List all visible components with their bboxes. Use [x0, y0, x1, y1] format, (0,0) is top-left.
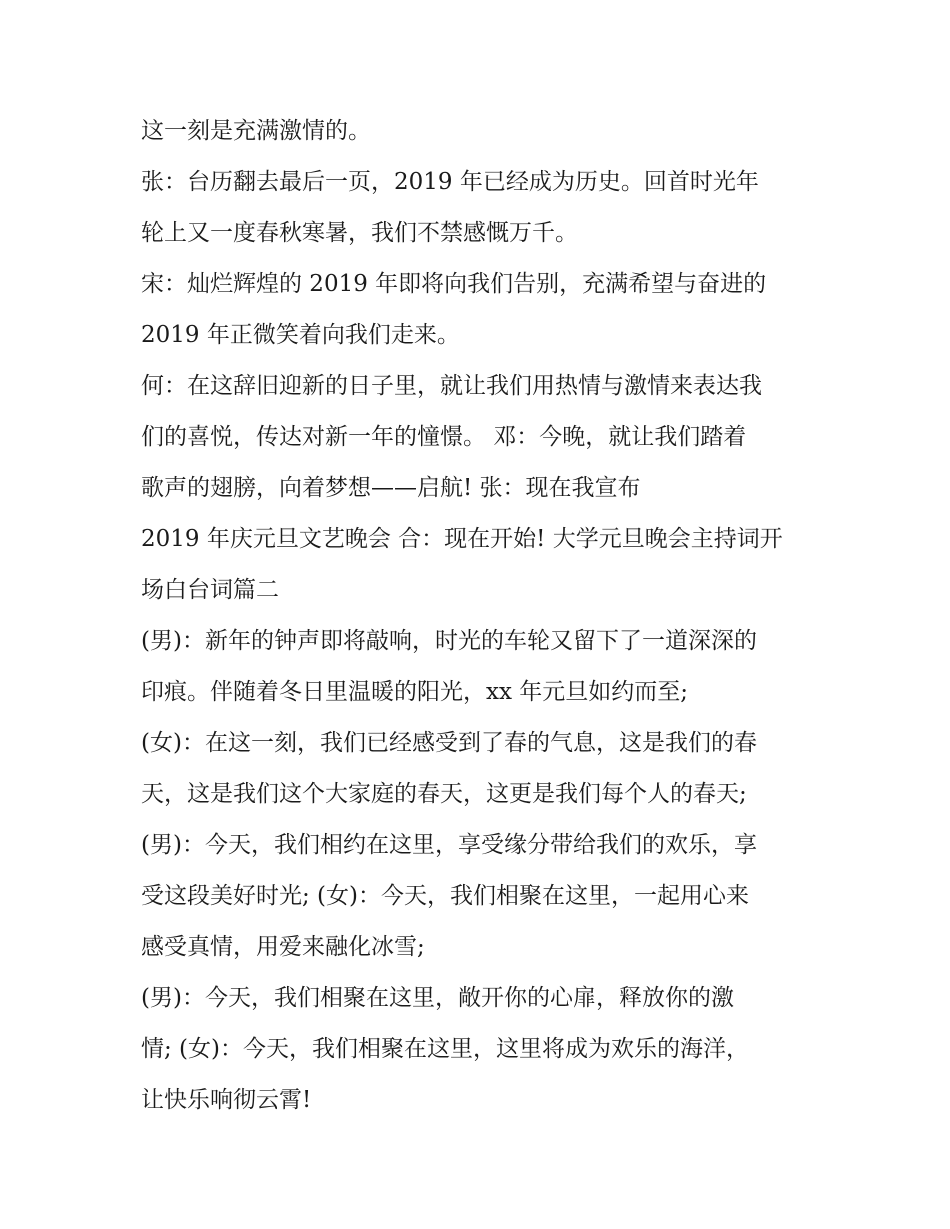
text-line: 张：台历翻去最后一页，2019 年已经成为历史。回首时光年 — [141, 169, 759, 195]
text-line: (女)：在这一刻，我们已经感受到了春的气息，这是我们的春 — [141, 730, 757, 756]
text-line: 受这段美好时光; (女)：今天，我们相聚在这里，一起用心来 — [141, 883, 750, 909]
text-line: 2019 年庆元旦文艺晚会 合：现在开始! 大学元旦晚会主持词开 — [141, 526, 783, 552]
text-line: 们的喜悦，传达对新一年的憧憬。 邓：今晚，就让我们踏着 — [141, 424, 747, 450]
text-line: 情; (女)：今天，我们相聚在这里，这里将成为欢乐的海洋， — [141, 1036, 750, 1062]
text-line: 感受真情，用爱来融化冰雪; — [141, 934, 425, 960]
text-line: (男)：新年的钟声即将敲响，时光的车轮又留下了一道深深的 — [141, 628, 757, 654]
text-line: (男)：今天，我们相约在这里，享受缘分带给我们的欢乐，享 — [141, 832, 757, 858]
text-line: 何：在这辞旧迎新的日子里，就让我们用热情与激情来表达我 — [141, 373, 762, 399]
text-line: (男)：今天，我们相聚在这里，敞开你的心扉，释放你的激 — [141, 985, 734, 1011]
text-line: 场白台词篇二 — [141, 577, 279, 603]
text-line: 让快乐响彻云霄! — [141, 1087, 312, 1113]
document-body — [141, 106, 821, 1126]
text-line: 歌声的翅膀，向着梦想——启航! 张：现在我宣布 — [141, 475, 641, 501]
text-line: 印痕。伴随着冬日里温暖的阳光，xx 年元旦如约而至; — [141, 679, 689, 705]
text-line: 这一刻是充满激情的。 — [141, 118, 371, 144]
text-line: 轮上又一度春秋寒暑，我们不禁感慨万千。 — [141, 220, 578, 246]
text-line: 天，这是我们这个大家庭的春天，这更是我们每个人的春天; — [141, 781, 747, 807]
text-line: 2019 年正微笑着向我们走来。 — [141, 322, 460, 348]
text-line: 宋：灿烂辉煌的 2019 年即将向我们告别，充满希望与奋进的 — [141, 271, 767, 297]
